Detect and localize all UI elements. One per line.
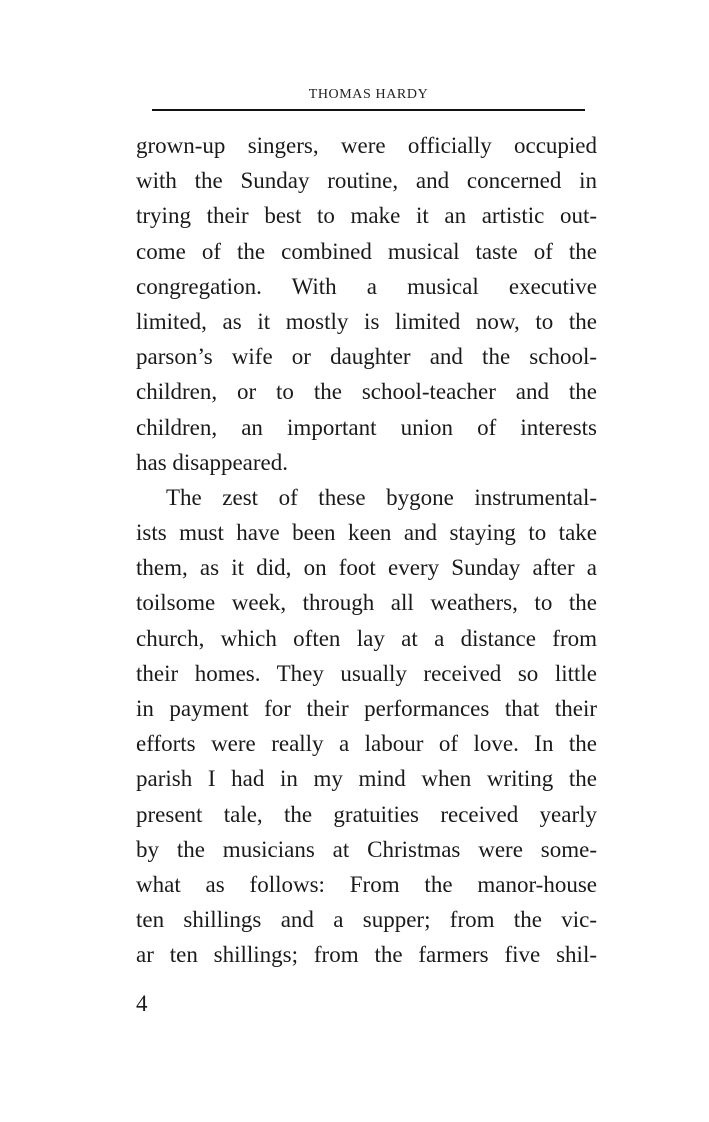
text-line: trying their best to make it an artistic out- <box>136 203 597 229</box>
body-text <box>136 128 597 973</box>
text-line: parson’s wife or daughter and the school- <box>136 344 597 370</box>
text-line: parish I had in my mind when writing the <box>136 766 597 792</box>
text-line: come of the combined musical taste of the <box>136 238 597 264</box>
page-number: 4 <box>136 991 148 1016</box>
paragraph-start-line: The zest of these bygone instrumental- <box>166 484 597 510</box>
text-line: ar ten shillings; from the farmers five shil- <box>136 942 597 968</box>
text-line: with the Sunday routine, and concerned in <box>136 168 597 194</box>
text-line: congregation. With a musical executive <box>136 273 597 299</box>
running-head: THOMAS HARDY <box>308 87 429 102</box>
text-line: in payment for their performances that their <box>136 696 597 721</box>
text-line: church, which often lay at a distance from <box>136 625 597 651</box>
text-line: by the musicians at Christmas were some- <box>136 836 597 862</box>
header-rule <box>152 109 585 111</box>
text-line: what as follows: From the manor-house <box>136 871 597 897</box>
text-line: present tale, the gratuities received yearly <box>136 801 597 827</box>
text-line: efforts were really a labour of love. In the <box>136 731 597 757</box>
text-line: their homes. They usually received so little <box>136 660 597 686</box>
text-line: them, as it did, on foot every Sunday after a <box>136 555 597 581</box>
paragraph-end-line: has disappeared. <box>136 449 288 475</box>
text-line: grown-up singers, were officially occupied <box>136 133 597 158</box>
text-line: ists must have been keen and staying to take <box>136 520 597 546</box>
text-line: toilsome week, through all weathers, to the <box>136 590 597 616</box>
text-line: ten shillings and a supper; from the vic- <box>136 907 597 933</box>
text-line: children, or to the school-teacher and the <box>136 379 597 405</box>
text-line: children, an important union of interests <box>136 414 597 440</box>
text-line: limited, as it mostly is limited now, to the <box>136 308 597 334</box>
